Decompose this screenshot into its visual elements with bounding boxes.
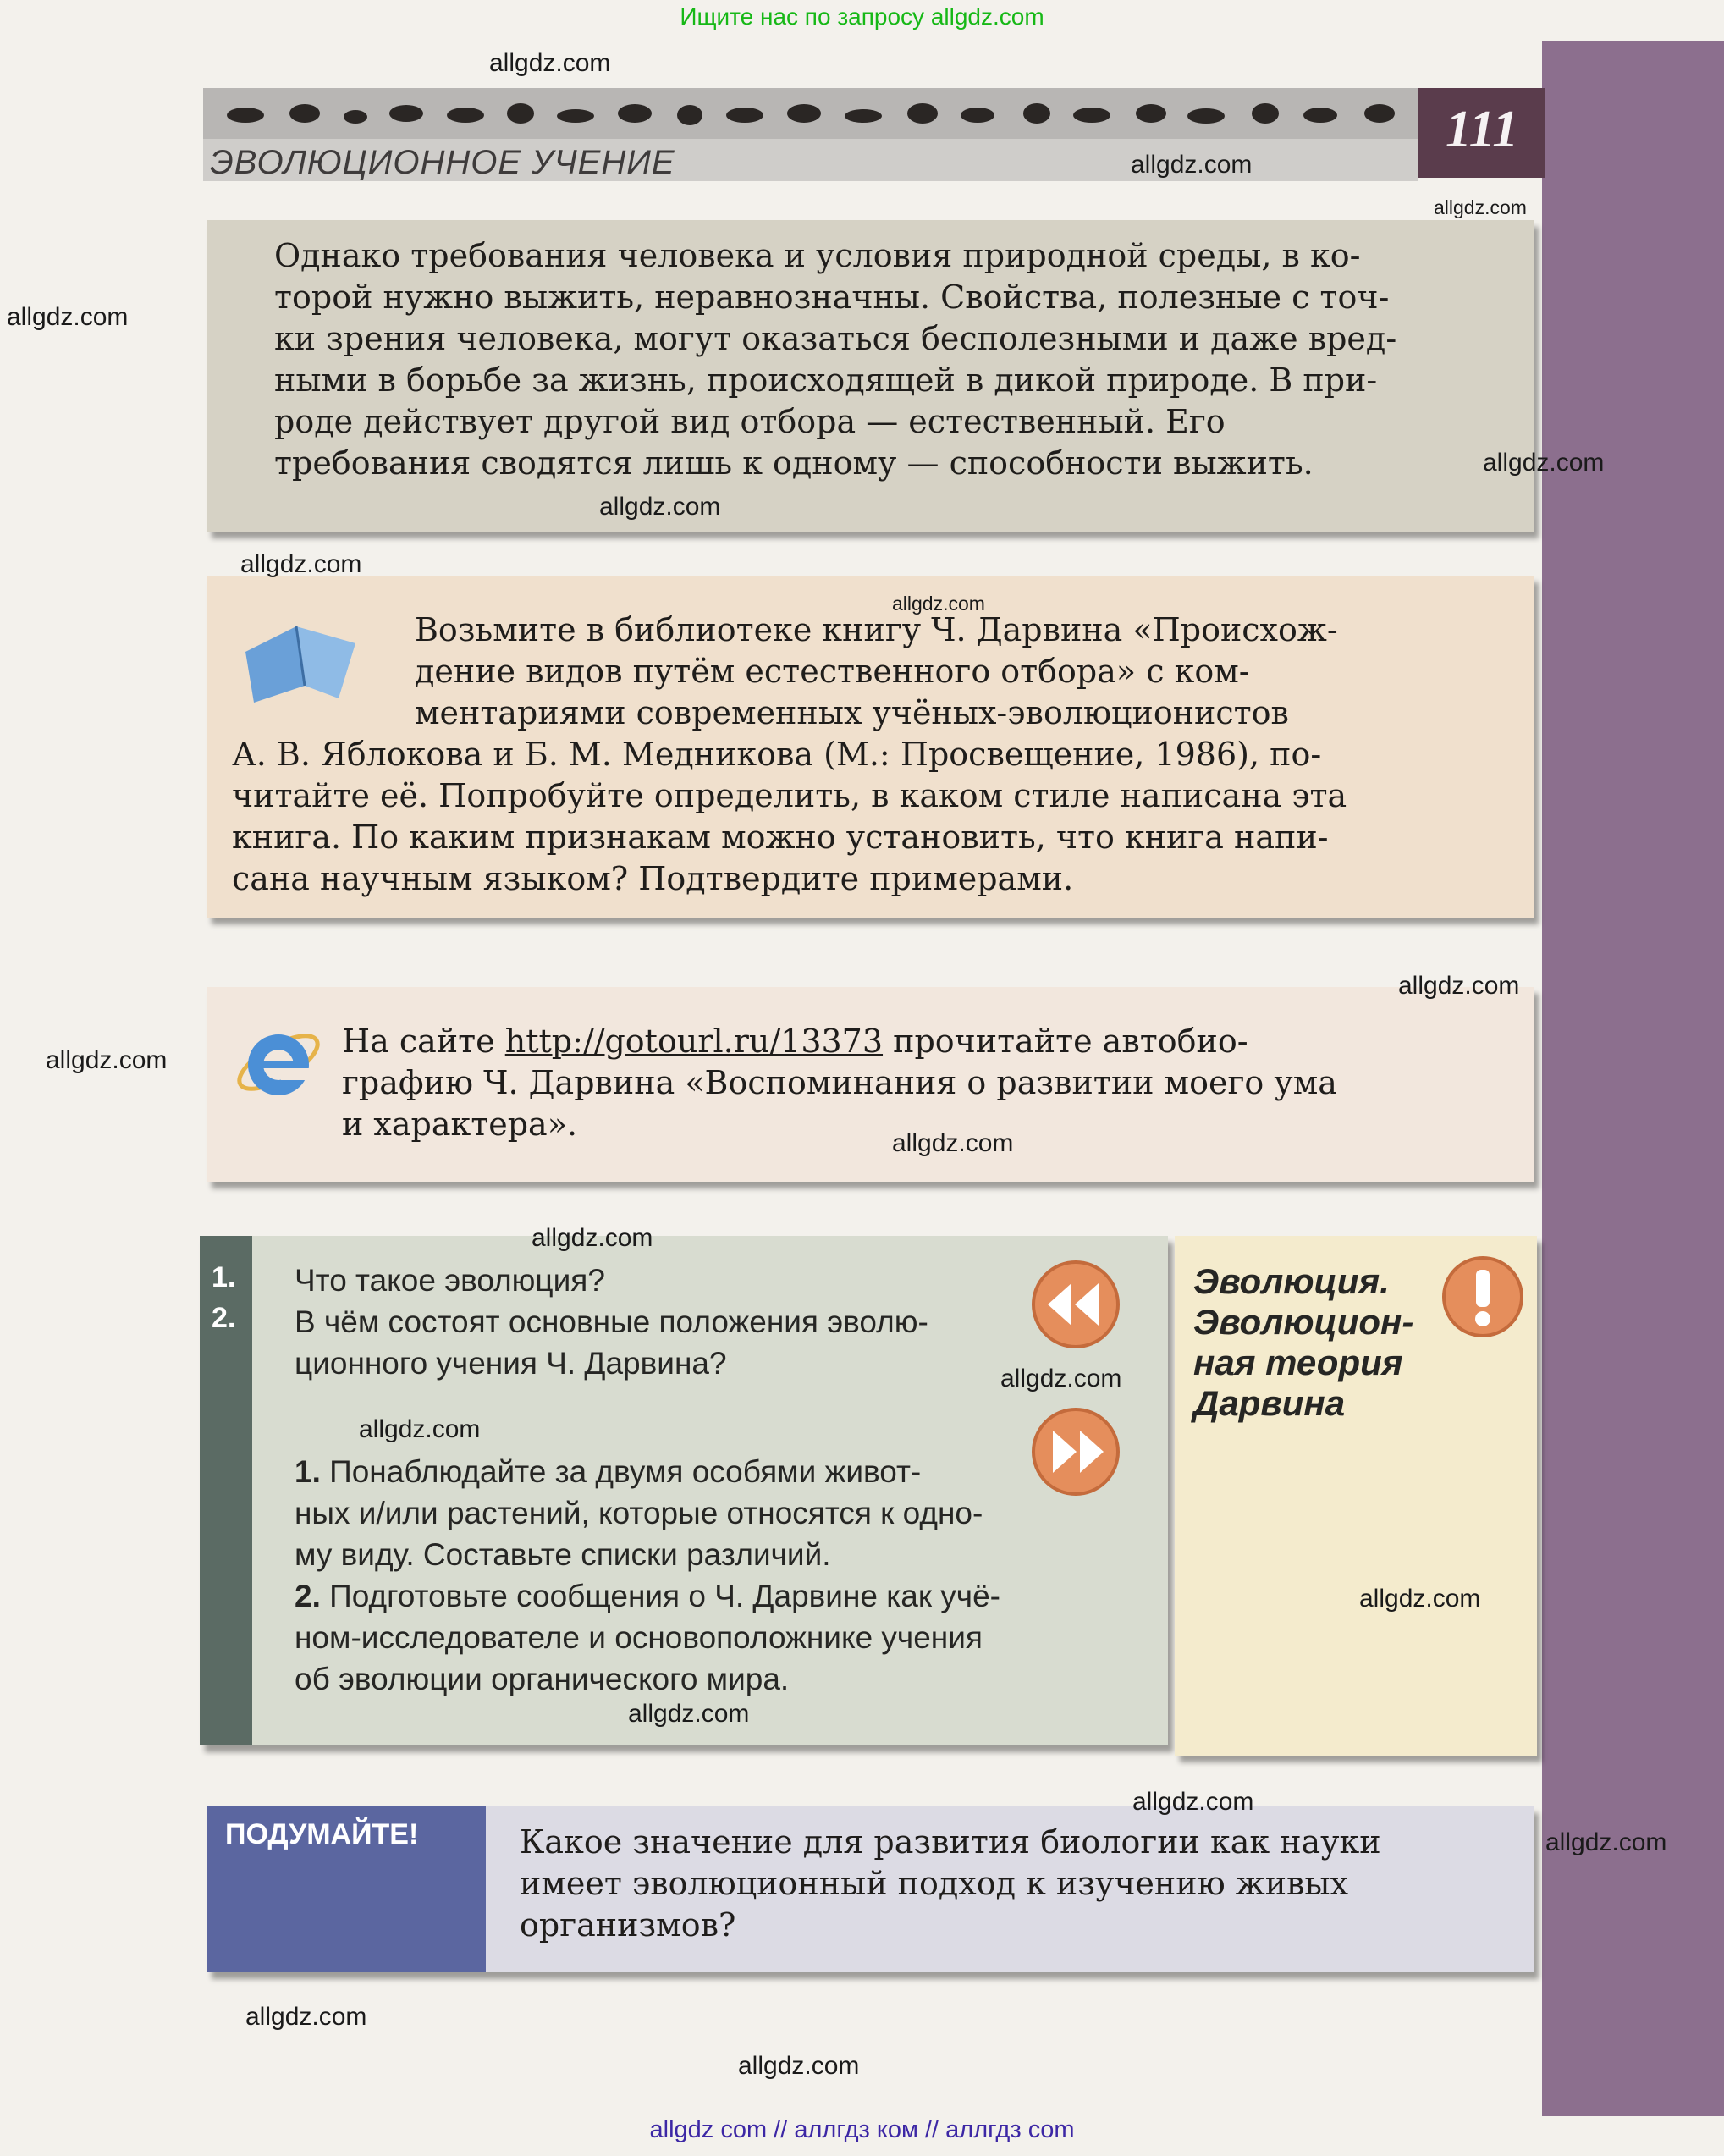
key-term-line: ная теория (1193, 1343, 1403, 1382)
text-line: ментариями современных учёных-эволюционистов (415, 694, 1289, 731)
footer-links[interactable]: allgdz com // аллгдз ком // аллгдз com (649, 2116, 1075, 2143)
watermark: allgdz.com (1434, 196, 1527, 218)
text-line: ными в борьбе за жизнь, происходящей в дикой природе. В при- (274, 361, 1378, 399)
watermark: allgdz.com (1131, 151, 1253, 179)
key-term-line: Эволюцион- (1193, 1302, 1414, 1342)
think-label: ПОДУМАЙТЕ! (225, 1818, 419, 1850)
darwin-autobiography-link[interactable]: http://gotourl.ru/13373 (504, 1023, 884, 1060)
text-line: А. В. Яблокова и Б. М. Медникова (М.: Просвещение, 1986), по- (232, 736, 1322, 773)
key-term-line: Эволюция. (1193, 1261, 1390, 1301)
think-question (520, 1822, 1518, 1946)
watermark: allgdz.com (532, 1224, 653, 1252)
watermark: allgdz.com (7, 303, 129, 331)
watermark: allgdz.com (245, 2003, 367, 2031)
text-fragment: прочитайте автобио- (883, 1023, 1248, 1060)
rewind-icon[interactable] (1029, 1258, 1122, 1351)
think-box (207, 1806, 1534, 1972)
fast-forward-icon[interactable] (1029, 1405, 1122, 1498)
task-1-line: му виду. Составьте списки различий. (295, 1537, 831, 1572)
internet-explorer-icon (232, 1016, 325, 1109)
text-line: имеет эволюционный подход к изучению живых (520, 1865, 1349, 1902)
text-line: Однако требования человека и условия природной среды, в ко- (274, 237, 1361, 274)
question-number: 2. (212, 1302, 236, 1334)
library-task-text (232, 609, 1510, 900)
text-line: ки зрения человека, могут оказаться бесполезными и даже вред- (274, 320, 1397, 357)
task-number: 1. (295, 1454, 321, 1489)
key-term-line: Дарвина (1193, 1383, 1346, 1423)
watermark: allgdz.com (46, 1046, 168, 1074)
task-2-line: об эволюции органического мира. (295, 1662, 790, 1696)
watermark: allgdz.com (599, 493, 721, 521)
text-line: организмов? (520, 1906, 736, 1944)
text-line: и характера». (342, 1106, 578, 1143)
text-line: дение видов путём естественного отбора» с ком- (415, 653, 1250, 690)
intro-text-box (207, 220, 1534, 532)
text-fragment: Подготовьте сообщения о Ч. Дарвине как учё- (320, 1579, 1000, 1613)
intro-paragraph (274, 235, 1510, 484)
section-title: ЭВОЛЮЦИОННОЕ УЧЕНИЕ (210, 144, 675, 181)
questions-box (200, 1236, 1168, 1745)
questions-number-strip (200, 1236, 252, 1745)
exclamation-icon (1440, 1254, 1525, 1339)
page-number: 111 (1445, 101, 1519, 158)
task-1-line (295, 1451, 921, 1492)
search-hint-link[interactable]: Ищите нас по запросу allgdz.com (680, 3, 1044, 30)
animal-silhouette-strip (203, 88, 1418, 139)
text-line: торой нужно выжить, неравнозначны. Свойства, полезные с точ- (274, 278, 1390, 316)
text-line: Какое значение для развития биологии как науки (520, 1823, 1381, 1861)
text-fragment: На сайте (342, 1023, 505, 1060)
watermark: allgdz.com (1398, 972, 1520, 1000)
question-2-line: В чём состоят основные положения эволю- (295, 1304, 928, 1339)
watermark: allgdz.com (1545, 1828, 1667, 1856)
watermark: allgdz.com (1483, 449, 1605, 477)
watermark: allgdz.com (359, 1415, 481, 1443)
watermark: allgdz.com (240, 550, 362, 578)
text-line: сана научным языком? Подтвердите примерами. (232, 860, 1074, 897)
page-side-bar (1542, 41, 1724, 2116)
website-task-box (207, 987, 1534, 1182)
watermark: allgdz.com (1132, 1788, 1254, 1816)
text-line: роде действует другой вид отбора — естественный. Его (274, 403, 1226, 440)
text-fragment: Понаблюдайте за двумя особями живот- (320, 1454, 922, 1489)
watermark: allgdz.com (489, 49, 611, 77)
watermark: allgdz.com (892, 593, 985, 615)
question-2-line: ционного учения Ч. Дарвина? (295, 1346, 727, 1381)
text-line: требования сводятся лишь к одному — способности выжить. (274, 444, 1314, 482)
question-1: Что такое эволюция? (295, 1263, 605, 1298)
task-1-line: ных и/или растений, которые относятся к одно- (295, 1496, 983, 1530)
key-terms-text (1193, 1261, 1413, 1424)
key-terms-box (1175, 1236, 1537, 1756)
task-2-line (295, 1575, 1000, 1617)
animal-silhouettes-icon (203, 88, 1418, 139)
watermark: allgdz.com (628, 1700, 750, 1728)
watermark: allgdz.com (892, 1129, 1014, 1157)
task-number: 2. (295, 1579, 321, 1613)
watermark: allgdz.com (738, 2052, 860, 2080)
text-line: читайте её. Попробуйте определить, в каком стиле написана эта (232, 777, 1347, 814)
watermark: allgdz.com (1359, 1585, 1481, 1613)
text-line: книга. По каким признакам можно установить, что книга напи- (232, 819, 1329, 856)
library-task-box (207, 576, 1534, 918)
question-number: 1. (212, 1261, 236, 1293)
text-line (342, 1021, 1510, 1062)
task-2-line: ном-исследователе и основоположнике учения (295, 1620, 983, 1655)
text-line: Возьмите в библиотеке книгу Ч. Дарвина «Происхож- (415, 611, 1338, 648)
website-task-text (342, 1021, 1510, 1145)
text-line: графию Ч. Дарвина «Воспоминания о развитии моего ума (342, 1064, 1337, 1101)
watermark: allgdz.com (1000, 1365, 1122, 1392)
